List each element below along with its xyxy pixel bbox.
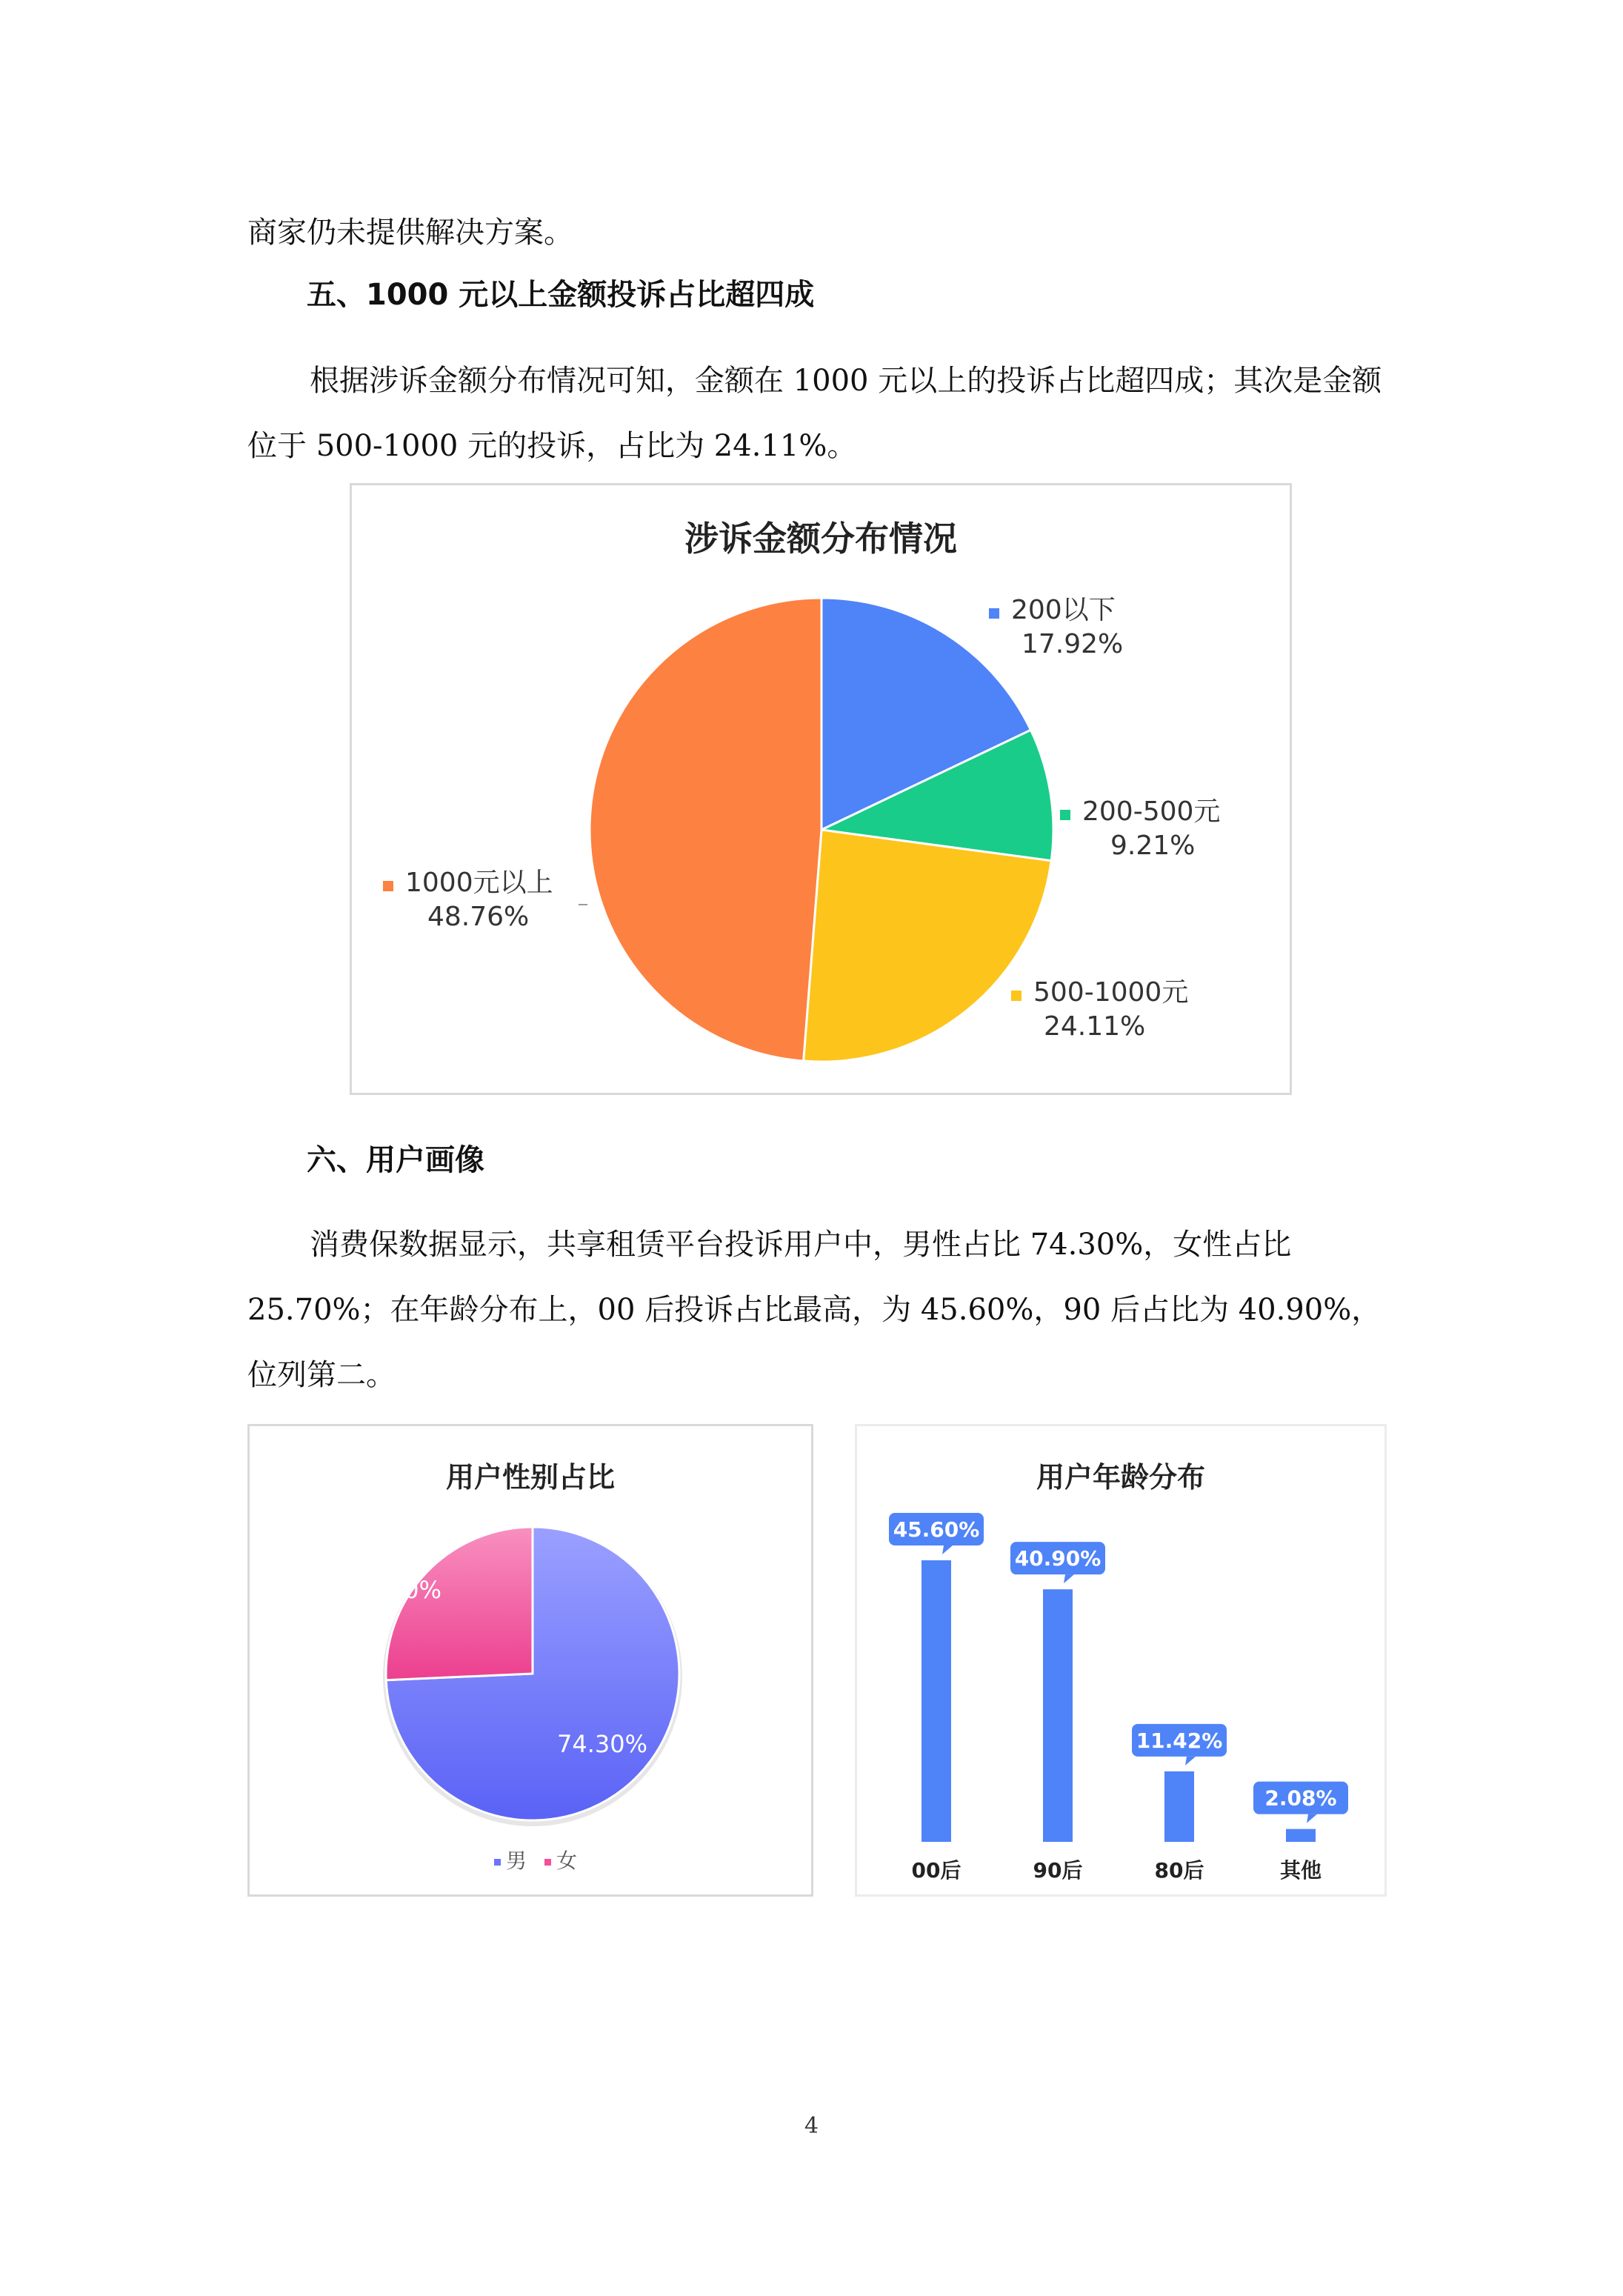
section-6-heading: 六、用户画像: [307, 1143, 484, 1177]
gender-slice-value: 74.30%: [556, 1730, 648, 1758]
amount-slice-label: 200-500元: [1082, 796, 1221, 827]
age-bar: [922, 1560, 951, 1842]
gender-slice-value: 25.70%: [350, 1576, 442, 1604]
amount-slice-label: 1000元以上: [405, 868, 553, 898]
age-chart: [855, 1424, 1387, 1897]
section-5-paragraph: 根据涉诉金额分布情况可知，金额在 1000 元以上的投诉占比超四成；其次是金额位于 500-1000 元的投诉，占比为 24.11%。: [247, 364, 1382, 463]
age-category-label: 80后: [1154, 1858, 1204, 1883]
bar-label-pointer: [1064, 1574, 1074, 1583]
gender-pie-svg: [250, 1426, 811, 1894]
gender-chart-title: 用户性别占比: [445, 1461, 615, 1494]
legend-swatch: [544, 1859, 551, 1866]
age-bar: [1043, 1589, 1073, 1842]
amount-chart-title: 涉诉金额分布情况: [684, 519, 957, 559]
amount-pie-svg: [352, 485, 1290, 1093]
age-bar-svg: [857, 1426, 1384, 1894]
legend-swatch: [383, 881, 393, 891]
age-bar: [1164, 1771, 1194, 1842]
age-category-label: 其他: [1279, 1858, 1322, 1883]
legend-swatch: [494, 1859, 501, 1866]
intro-line: 商家仍未提供解决方案。: [247, 216, 573, 250]
legend-swatch: [1060, 810, 1070, 820]
amount-distribution-chart: [350, 483, 1292, 1095]
age-bar: [1286, 1829, 1316, 1842]
section-5-heading: 五、1000 元以上金额投诉占比超四成: [307, 278, 815, 312]
bar-label-pointer: [1307, 1814, 1317, 1823]
age-bar-value: 2.08%: [1264, 1786, 1337, 1811]
bar-label-pointer: [1185, 1757, 1196, 1766]
amount-slice-value: 24.11%: [1044, 1011, 1146, 1042]
age-chart-title: 用户年龄分布: [1036, 1461, 1205, 1494]
legend-swatch: [1011, 991, 1022, 1001]
amount-slice-value: 9.21%: [1110, 831, 1196, 861]
amount-pie-slice: [804, 830, 1052, 1062]
legend-swatch: [989, 608, 999, 619]
amount-pie-slice: [590, 598, 822, 1061]
gender-chart: [247, 1424, 813, 1897]
gender-legend-label: 男: [506, 1849, 527, 1873]
gender-legend-label: 女: [556, 1849, 578, 1873]
amount-slice-value: 48.76%: [427, 902, 530, 932]
age-category-label: 00后: [911, 1858, 962, 1883]
page-number: 4: [804, 2113, 819, 2139]
amount-slice-label: 500-1000元: [1033, 977, 1189, 1008]
age-category-label: 90后: [1033, 1858, 1083, 1883]
section-6-paragraph: 消费保数据显示，共享租赁平台投诉用户中，男性占比 74.30%，女性占比 25.70%；在年龄分布上，00 后投诉占比最高，为 45.60%，90 后占比为 40.90%，位列第二。: [247, 1228, 1382, 1392]
age-bar-value: 45.60%: [893, 1517, 980, 1542]
amount-slice-label: 200以下: [1011, 595, 1116, 625]
age-bar-value: 40.90%: [1014, 1546, 1102, 1571]
amount-slice-value: 17.92%: [1022, 629, 1124, 659]
bar-label-pointer: [942, 1545, 953, 1554]
age-bar-value: 11.42%: [1136, 1728, 1223, 1753]
